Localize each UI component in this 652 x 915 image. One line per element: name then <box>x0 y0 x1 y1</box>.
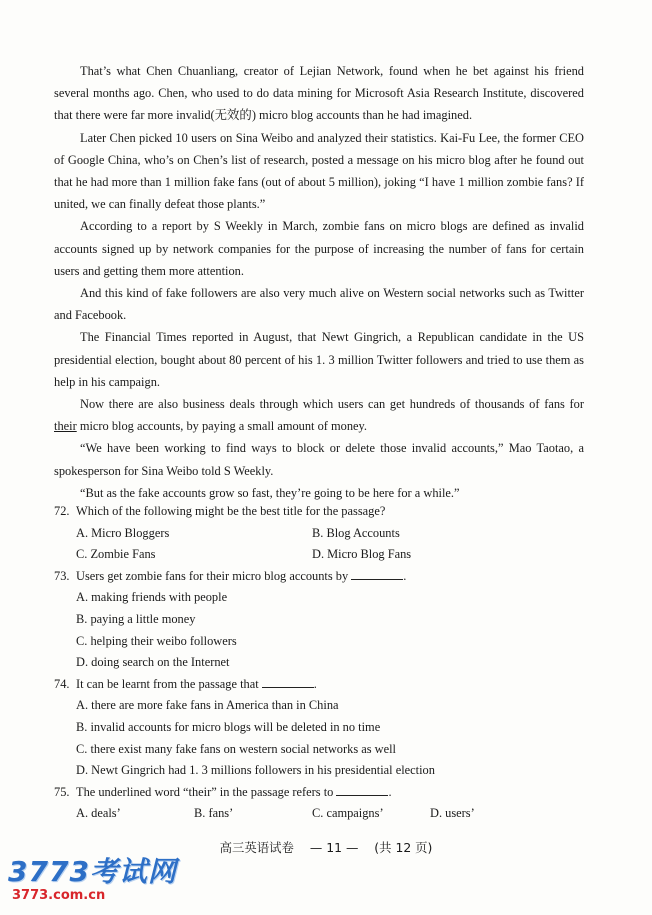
option-a: A. deals’ <box>76 806 121 821</box>
paragraph-3: According to a report by S Weekly in March, zombie fans on micro blogs are defined as invalid accounts signed up by network companies for the purpose of increasing the number of fans for certain users and getting them more attention. <box>54 219 584 278</box>
paragraph-7: “We have been working to find ways to block or delete those invalid accounts,” Mao Taotao, a spokesperson for Sina Weibo told S Weekly. <box>54 441 584 478</box>
question-number: 75. <box>54 784 70 799</box>
paragraph-6-post: micro blog accounts, by paying a small amount of money. <box>76 419 368 434</box>
paragraph-4: And this kind of fake followers are also very much alive on Western social networks such as Twitter and Facebook. <box>54 286 584 323</box>
option-a: A. there are more fake fans in America than in China <box>76 698 339 713</box>
option-b: B. paying a little money <box>76 611 196 626</box>
paragraph-5: The Financial Times reported in August, that Newt Gingrich, a Republican candidate in the US presidential election, bought about 80 percent of his 1. 3 million Twitter followers and tried to use them as help in his campaign. <box>54 330 584 389</box>
paragraph-8: “But as the fake accounts grow so fast, they’re going to be here for a while.” <box>80 485 460 500</box>
option-c: C. campaigns’ <box>312 806 384 821</box>
option-c: C. Zombie Fans <box>76 547 156 562</box>
page-number: — 11 — <box>309 840 359 855</box>
option-a: A. Micro Bloggers <box>76 525 170 540</box>
site-logo <box>8 850 208 910</box>
question-number: 73. <box>54 568 70 583</box>
option-d: D. doing search on the Internet <box>76 655 230 670</box>
question-73: 73. Users get zombie fans for their micro blog accounts by . A. making friends with people B. paying a little money C. helping their weibo followers D. doing search on the Internet <box>54 566 594 674</box>
option-b: B. Blog Accounts <box>312 525 400 540</box>
question-stem: The underlined word “their” in the passage refers to <box>76 784 334 799</box>
question-number: 72. <box>54 504 70 518</box>
paragraph-6 <box>54 393 584 437</box>
underlined-word-their: their <box>54 419 77 434</box>
option-b: B. fans’ <box>194 806 234 821</box>
paragraph-1: That’s what Chen Chuanliang, creator of Lejian Network, found when he bet against his friend several months ago. Chen, who used to do data mining for Microsoft Asia Research Institute, discovered that there were far more invalid(无效的) micro blog accounts than he had imagined. <box>54 64 584 123</box>
option-d: D. Newt Gingrich had 1. 3 millions followers in his presidential election <box>76 763 435 778</box>
answer-blank <box>336 785 388 796</box>
option-c: C. there exist many fake fans on western social networks as well <box>76 741 396 756</box>
option-b: B. invalid accounts for micro blogs will be deleted in no time <box>76 719 381 734</box>
question-stem: Users get zombie fans for their micro blog accounts by <box>76 568 349 583</box>
logo-text: 3773考试网 <box>8 855 177 888</box>
question-list <box>54 501 594 825</box>
page-total: (共 12 页) <box>374 840 433 855</box>
question-75: 75. The underlined word “their” in the passage refers to . A. deals’ B. fans’ C. campaigns’ D. users’ <box>54 782 594 825</box>
reading-passage <box>54 60 584 504</box>
question-stem: Which of the following might be the best title for the passage? <box>76 504 386 518</box>
paragraph-6-pre: Now there are also business deals through which users can get hundreds of thousands of fans for <box>80 397 584 412</box>
option-d: D. Micro Blog Fans <box>312 547 412 562</box>
option-d: D. users’ <box>430 806 475 821</box>
paragraph-2: Later Chen picked 10 users on Sina Weibo and analyzed their statistics. Kai-Fu Lee, the former CEO of Google China, who’s on Chen’s list of research, posted a message on his micro blog after he found out that he had more than 1 million fake fans (out of about 5 million), joking “I have 1 million zombie fans? If united, we can finally defeat those plants.” <box>54 130 584 212</box>
answer-blank <box>262 677 314 688</box>
question-74: 74. It can be learnt from the passage that . A. there are more fake fans in America than in China B. invalid accounts for micro blogs will be deleted in no time C. there exist many fake fans on western social networks as well D. Newt Gingrich had 1. 3 millions followers in his presidential election <box>54 674 594 782</box>
logo-url: 3773.com.cn <box>12 888 106 903</box>
option-a: A. making friends with people <box>76 590 228 605</box>
answer-blank <box>351 569 403 580</box>
question-stem: It can be learnt from the passage that <box>76 676 259 691</box>
question-number: 74. <box>54 676 70 691</box>
exam-title: 高三英语试卷 <box>219 840 294 855</box>
option-c: C. helping their weibo followers <box>76 633 237 648</box>
question-72 <box>54 501 594 566</box>
